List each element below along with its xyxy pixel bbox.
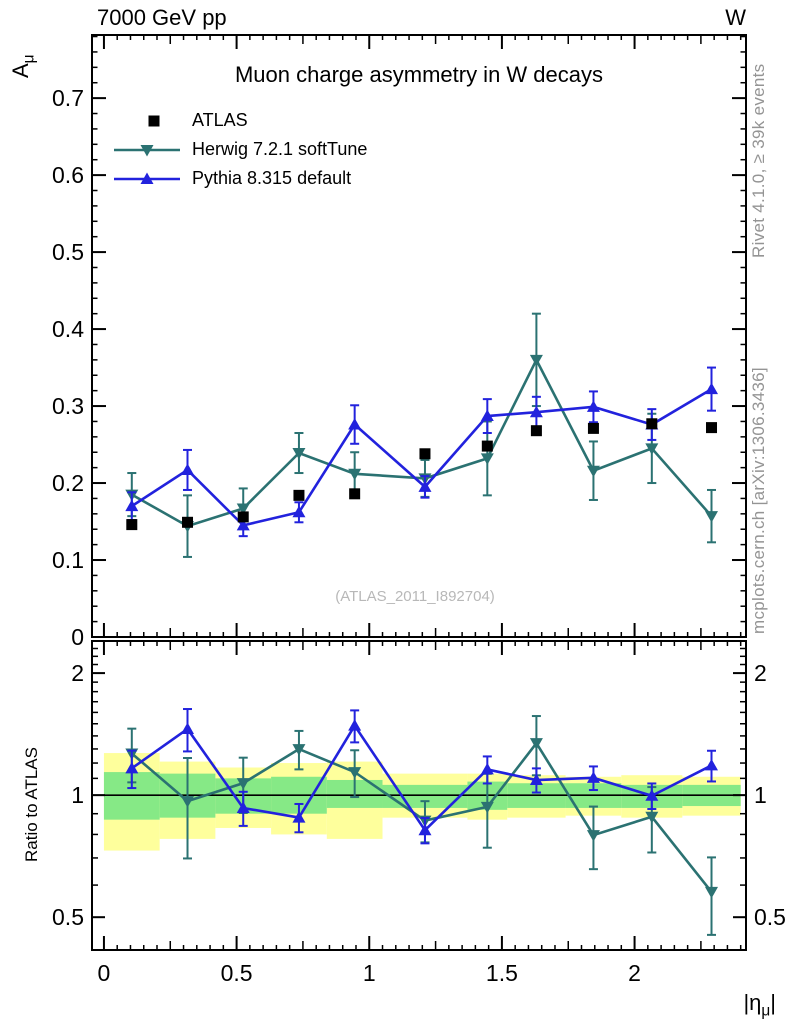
svg-text:2: 2	[754, 660, 767, 687]
header-beam-energy: 7000 GeV pp	[97, 5, 227, 30]
svg-text:0.5: 0.5	[754, 904, 786, 931]
y-axis-label-subscript: μ	[20, 54, 38, 64]
x-axis-label-subscript: μ	[761, 1002, 771, 1020]
svg-text:0.5: 0.5	[52, 904, 84, 931]
svg-text:1: 1	[362, 960, 376, 986]
x-axis-label-suffix: |	[770, 990, 776, 1015]
svg-text:0.7: 0.7	[52, 85, 84, 112]
legend-marker-square-icon	[114, 111, 180, 131]
side-note-rivet: Rivet 4.1.0, ≥ 39k events	[749, 63, 768, 258]
legend-sample-svg	[114, 140, 180, 160]
svg-text:1: 1	[754, 782, 767, 809]
analysis-watermark: (ATLAS_2011_I892704)	[335, 588, 495, 605]
x-axis-label	[650, 990, 776, 1020]
svg-text:1: 1	[71, 782, 84, 809]
ratio-axis-label: Ratio to ATLAS	[22, 747, 41, 862]
legend-sample-svg	[114, 169, 180, 189]
x-axis-label-prefix: |η	[743, 990, 762, 1015]
y-axis-label	[8, 54, 38, 78]
svg-text:0.5: 0.5	[220, 960, 253, 986]
series-herwig-main	[125, 314, 718, 557]
legend-sample-svg	[114, 111, 180, 131]
header-process: W	[725, 5, 746, 30]
svg-text:1.5: 1.5	[485, 960, 518, 986]
svg-text:0.2: 0.2	[52, 470, 84, 497]
svg-text:0.3: 0.3	[52, 393, 84, 420]
svg-text:0.6: 0.6	[52, 162, 84, 189]
y-axis-label-text: A	[8, 63, 33, 78]
legend	[114, 106, 367, 193]
legend-label-pythia: Pythia 8.315 default	[192, 168, 352, 188]
legend-item-herwig	[114, 135, 367, 164]
svg-text:0.4: 0.4	[52, 316, 84, 343]
svg-text:0.5: 0.5	[52, 239, 84, 266]
legend-item-pythia	[114, 164, 367, 193]
svg-text:0: 0	[71, 624, 84, 650]
svg-text:0: 0	[97, 960, 111, 986]
svg-text:0.1: 0.1	[52, 547, 84, 574]
legend-label-atlas: ATLAS	[192, 110, 248, 130]
legend-marker-triangle-up-icon	[114, 169, 180, 189]
side-note-mcplots: mcplots.cern.ch [arXiv:1306.3436]	[749, 367, 768, 634]
legend-label-herwig: Herwig 7.2.1 softTune	[192, 139, 368, 159]
legend-marker-triangle-down-icon	[114, 140, 180, 160]
tick-labels	[52, 85, 786, 986]
svg-text:2: 2	[628, 960, 641, 986]
svg-text:2: 2	[71, 660, 84, 687]
legend-item-atlas	[114, 106, 367, 135]
plot-title: Muon charge asymmetry in W decays	[234, 62, 604, 87]
